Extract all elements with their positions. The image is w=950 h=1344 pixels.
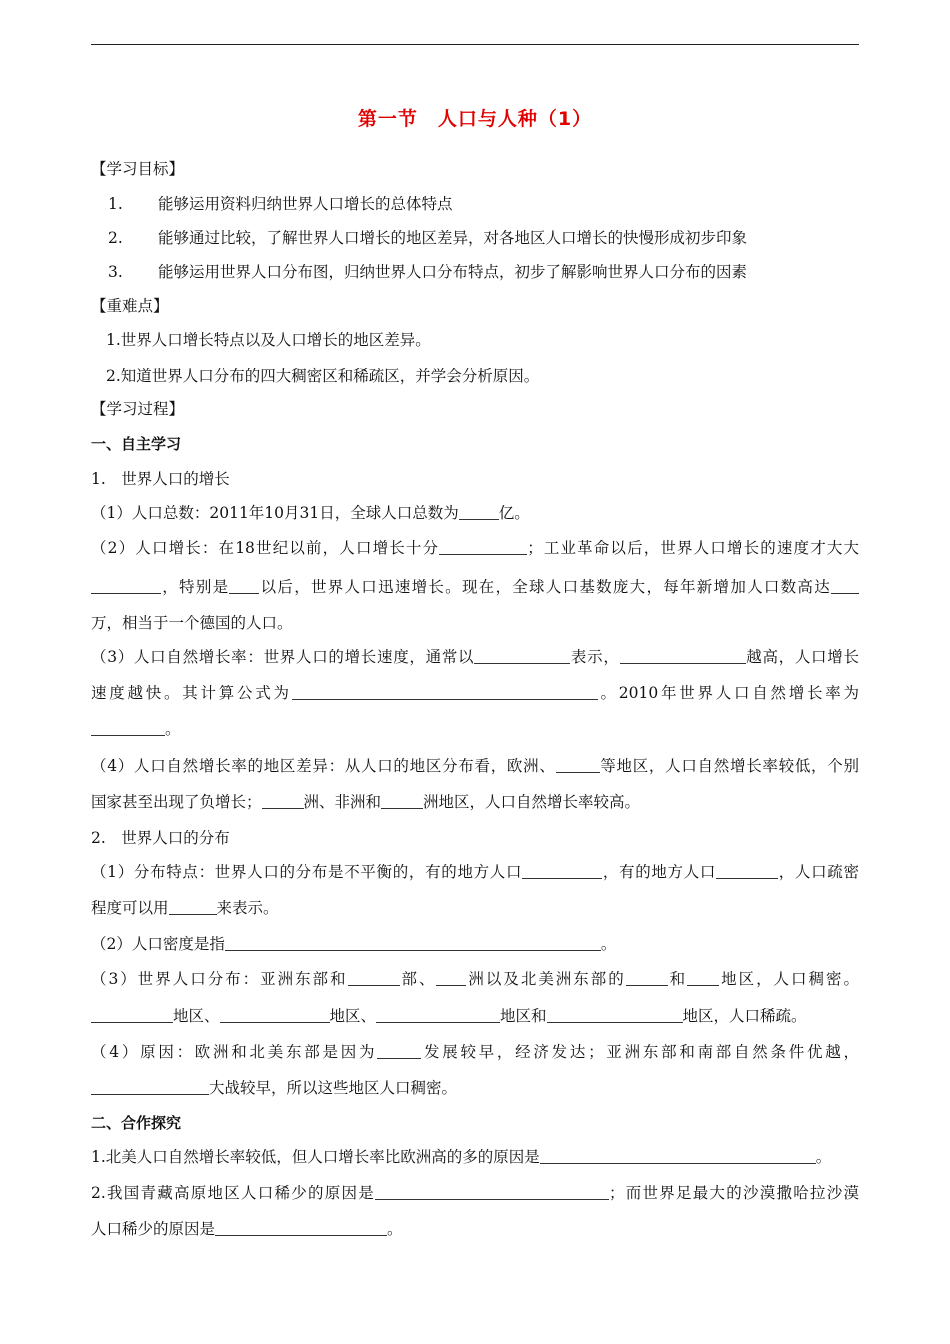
q4-line-2: 国家甚至出现了负增长； 洲、非洲和 洲地区，人口自然增长率较高。 <box>91 793 641 811</box>
blank-tibet-reason[interactable] <box>375 1185 609 1200</box>
q3-line-2: 速度越快。其计算公式为 。2010年世界人口自然增长率为 <box>91 684 859 702</box>
c2-line-2: 人口稀少的原因是 。 <box>91 1220 403 1238</box>
blank-na-region-1[interactable] <box>626 971 668 986</box>
part2-heading: 二、合作探究 <box>91 1114 182 1132</box>
d3-line-1: （3）世界人口分布：亚洲东部和 部、 洲以及北美洲东部的 和 地区，人口稠密。 <box>91 970 859 988</box>
blank-sparse-region-1[interactable] <box>91 1008 173 1023</box>
page-title: 第一节 人口与人种（1） <box>357 108 593 130</box>
blank-growth-before-18c[interactable] <box>439 540 527 555</box>
q1-line: （1）人口总数：2011年10月31日，全球人口总数为 亿。 <box>91 504 530 522</box>
blank-dense[interactable] <box>522 864 602 879</box>
d2-line: （2）人口密度是指 。 <box>91 935 617 953</box>
blank-high-growth-continent-1[interactable] <box>262 794 304 809</box>
blank-sparse[interactable] <box>716 864 778 879</box>
blank-annual-increase[interactable] <box>831 579 859 594</box>
blank-development-factor[interactable] <box>377 1044 421 1059</box>
blank-2010-rate[interactable] <box>91 721 165 736</box>
section1-title: 1. 世界人口的增长 <box>91 470 230 488</box>
keypoint-1: 1.世界人口增长特点以及人口增长的地区差异。 <box>106 331 431 349</box>
blank-formula[interactable] <box>292 685 598 700</box>
blank-density-definition[interactable] <box>225 936 601 951</box>
blank-continent[interactable] <box>436 971 466 986</box>
c2-line-1: 2.我国青藏高原地区人口稀少的原因是 ；而世界足最大的沙漠撒哈拉沙漠 <box>91 1184 859 1202</box>
blank-total-population[interactable] <box>459 505 499 520</box>
blank-sahara-reason[interactable] <box>215 1221 387 1236</box>
goal-item-3: 3. 能够运用世界人口分布图，归纳世界人口分布特点，初步了解影响世界人口分布的因素 <box>108 263 748 281</box>
blank-sparse-region-4[interactable] <box>547 1008 683 1023</box>
keypoints-heading: 【重难点】 <box>91 297 169 315</box>
blank-low-growth-region[interactable] <box>556 758 600 773</box>
blank-asia-direction[interactable] <box>348 971 400 986</box>
goal-item-1: 1. 能够运用资料归纳世界人口增长的总体特点 <box>108 195 453 213</box>
c1-line: 1.北美人口自然增长率较低，但人口增长率比欧洲高的多的原因是 。 <box>91 1148 832 1166</box>
d1-line-2: 程度可以用 来表示。 <box>91 899 279 917</box>
blank-growth-period[interactable] <box>229 579 259 594</box>
blank-density-measure[interactable] <box>169 900 217 915</box>
header-rule <box>91 44 859 45</box>
d4-line-1: （4）原因：欧洲和北美东部是因为 发展较早，经济发达；亚洲东部和南部自然条件优越， <box>91 1043 859 1061</box>
section2-title: 2. 世界人口的分布 <box>91 829 230 847</box>
process-heading: 【学习过程】 <box>91 400 185 418</box>
goal-item-2: 2. 能够通过比较，了解世界人口增长的地区差异，对各地区人口增长的快慢形成初步印象 <box>108 229 748 247</box>
keypoint-2: 2.知道世界人口分布的四大稠密区和稀疏区，并学会分析原因。 <box>106 367 540 385</box>
goals-heading: 【学习目标】 <box>91 160 185 178</box>
blank-growth-speed[interactable] <box>91 579 161 594</box>
d3-line-2: 地区、 地区、 地区和 地区，人口稀疏。 <box>91 1006 807 1026</box>
blank-sparse-region-2[interactable] <box>220 1008 330 1023</box>
blank-na-reason[interactable] <box>540 1149 816 1164</box>
q2-line-3: 万，相当于一个德国的人口。 <box>91 614 293 632</box>
q4-line-1: （4）人口自然增长率的地区差异：从人口的地区分布看，欧洲、 等地区，人口自然增长率较低，个别 <box>91 757 859 775</box>
d4-line-2: 大战较早，所以这些地区人口稠密。 <box>91 1078 457 1098</box>
q3-line-1: （3）人口自然增长率：世界人口的增长速度，通常以 表示， 越高，人口增长 <box>91 648 859 666</box>
q2-line-2: ，特别是 以后，世界人口迅速增长。现在，全球人口基数庞大，每年新增加人口数高达 <box>91 577 859 597</box>
blank-growth-measure[interactable] <box>474 649 570 664</box>
blank-higher-indicator[interactable] <box>620 649 746 664</box>
blank-na-region-2[interactable] <box>687 971 719 986</box>
blank-early-factor[interactable] <box>91 1080 209 1095</box>
q2-line-1: （2）人口增长：在18世纪以前，人口增长十分 ；工业革命以后，世界人口增长的速度才大大 <box>91 539 859 557</box>
d1-line-1: （1）分布特点：世界人口的分布是不平衡的，有的地方人口 ，有的地方人口 ，人口疏密 <box>91 863 859 881</box>
q3-line-3: 。 <box>91 719 181 739</box>
blank-high-growth-continent-2[interactable] <box>381 794 423 809</box>
part1-heading: 一、自主学习 <box>91 435 182 453</box>
blank-sparse-region-3[interactable] <box>376 1008 500 1023</box>
